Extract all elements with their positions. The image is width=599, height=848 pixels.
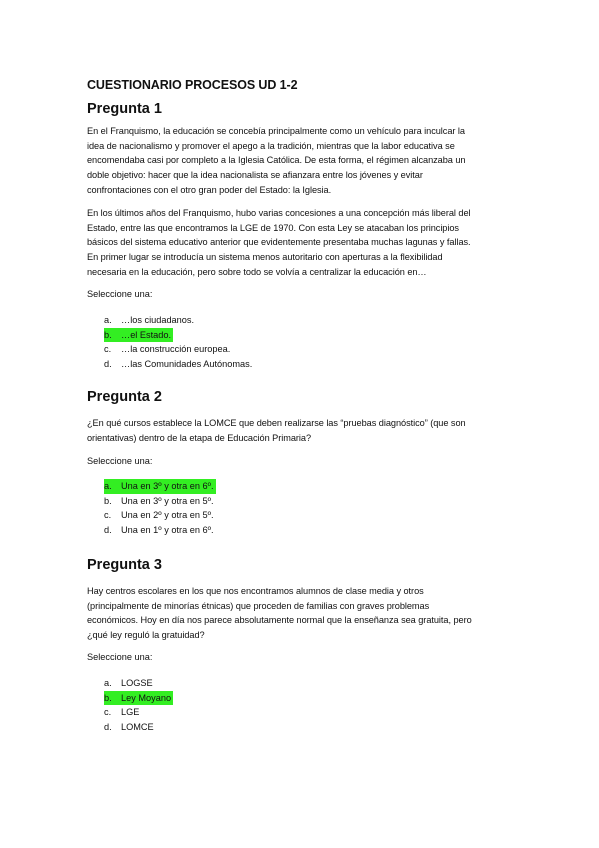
option-letter: b.	[104, 329, 112, 340]
option-text: LOMCE	[121, 722, 154, 733]
paragraph-line: ¿En qué cursos establece la LOMCE que deben realizarse las “pruebas diagnóstico” (que son	[87, 418, 466, 428]
option-letter: c.	[104, 344, 112, 355]
question-heading: Pregunta 3	[87, 557, 162, 573]
option-text: LGE	[121, 707, 140, 718]
select-prompt: Seleccione una:	[87, 456, 153, 466]
document-title: CUESTIONARIO PROCESOS UD 1-2	[87, 78, 298, 92]
answer-option-a[interactable]	[104, 310, 252, 325]
paragraph-line: doble objetivo: hacer que la idea nacionalista se afianzara entre los jóvenes y evitar	[87, 170, 423, 181]
select-prompt: Seleccione una:	[87, 652, 153, 662]
option-text: Una en 2º y otra en 5º.	[121, 510, 214, 521]
paragraph-line: ¿qué ley reguló la gratuidad?	[87, 630, 205, 641]
paragraph-line: (principalmente de minorías étnicas) que proceden de familias con graves problemas	[87, 600, 430, 611]
select-prompt: Seleccione una:	[87, 289, 153, 299]
paragraph-line: orientativas) dentro de la etapa de Educación Primaria?	[87, 432, 312, 443]
question-heading: Pregunta 1	[87, 101, 162, 117]
option-text: …los ciudadanos.	[121, 315, 195, 325]
paragraph-line: confrontaciones con el otro gran poder del Estado: la Iglesia.	[87, 184, 332, 195]
question-heading: Pregunta 2	[87, 389, 162, 405]
paragraph-line: necesaria en la educación, pero sobre todo se volvía a centralizar la educación en…	[87, 266, 427, 277]
answer-option-c[interactable]	[104, 505, 216, 520]
answer-option-a[interactable]	[104, 476, 216, 491]
option-letter: d.	[104, 722, 112, 733]
option-text: Una en 1º y otra en 6º.	[121, 525, 214, 536]
answer-option-b[interactable]	[104, 688, 173, 703]
option-text: Una en 3º y otra en 5º.	[121, 495, 214, 506]
paragraph-line: En los últimos años del Franquismo, hubo varias concesiones a una concepción más liberal del	[87, 208, 471, 218]
paragraph-line: Hay centros escolares en los que nos encontramos alumnos de clase media y otros	[87, 586, 424, 596]
paragraph-line: encomendaba casi por completo a la Iglesia Católica. De esta forma, el régimen alcanzaba un	[87, 155, 466, 166]
option-letter: b.	[104, 495, 112, 506]
option-text: Una en 3º y otra en 6º.	[121, 481, 214, 491]
answer-option-b[interactable]	[104, 325, 252, 340]
option-letter: d.	[104, 525, 112, 536]
option-text: …el Estado.	[121, 329, 172, 340]
question-paragraph	[87, 584, 517, 643]
paragraph-line: En primer lugar se introducía un sistema menos autoritario con aperturas a la flexibilidad	[87, 252, 443, 263]
answer-option-b[interactable]	[104, 491, 216, 506]
paragraph-line: económicos. Hoy en día nos parece absolutamente normal que la enseñanza sea gratuita, pero	[87, 615, 472, 626]
question-paragraph	[87, 206, 517, 280]
answer-option-d[interactable]	[104, 717, 173, 732]
question-paragraph	[87, 124, 517, 198]
option-letter: c.	[104, 510, 112, 521]
option-letter: a.	[104, 315, 112, 325]
option-text: …la construcción europea.	[121, 344, 231, 355]
option-text: Ley Moyano	[121, 692, 172, 703]
answer-option-c[interactable]	[104, 339, 252, 354]
option-letter: d.	[104, 359, 112, 370]
answer-options	[104, 673, 173, 732]
option-letter: b.	[104, 692, 112, 703]
option-letter: c.	[104, 707, 112, 718]
answer-option-d[interactable]	[104, 520, 216, 535]
option-text: …las Comunidades Autónomas.	[121, 359, 253, 370]
answer-option-a[interactable]	[104, 673, 173, 688]
option-letter: a.	[104, 678, 112, 688]
option-text: LOGSE	[121, 678, 153, 688]
paragraph-line: Estado, entre las que encontramos la LGE de 1970. Con esta Ley se atacaban los principios	[87, 222, 459, 233]
paragraph-line: básicos del sistema educativo anterior que evidentemente presentaba muchas lagunas y fallas.	[87, 237, 471, 248]
paragraph-line: En el Franquismo, la educación se concebía principalmente como un vehículo para inculcar la	[87, 126, 465, 136]
answer-options	[104, 476, 216, 535]
option-letter: a.	[104, 481, 112, 491]
question-paragraph	[87, 416, 517, 445]
answer-options	[104, 310, 252, 369]
answer-option-d[interactable]	[104, 354, 252, 369]
paragraph-line: idea de nacionalismo y promover el apego a la tradición, mientras que la labor educativa se	[87, 140, 455, 151]
